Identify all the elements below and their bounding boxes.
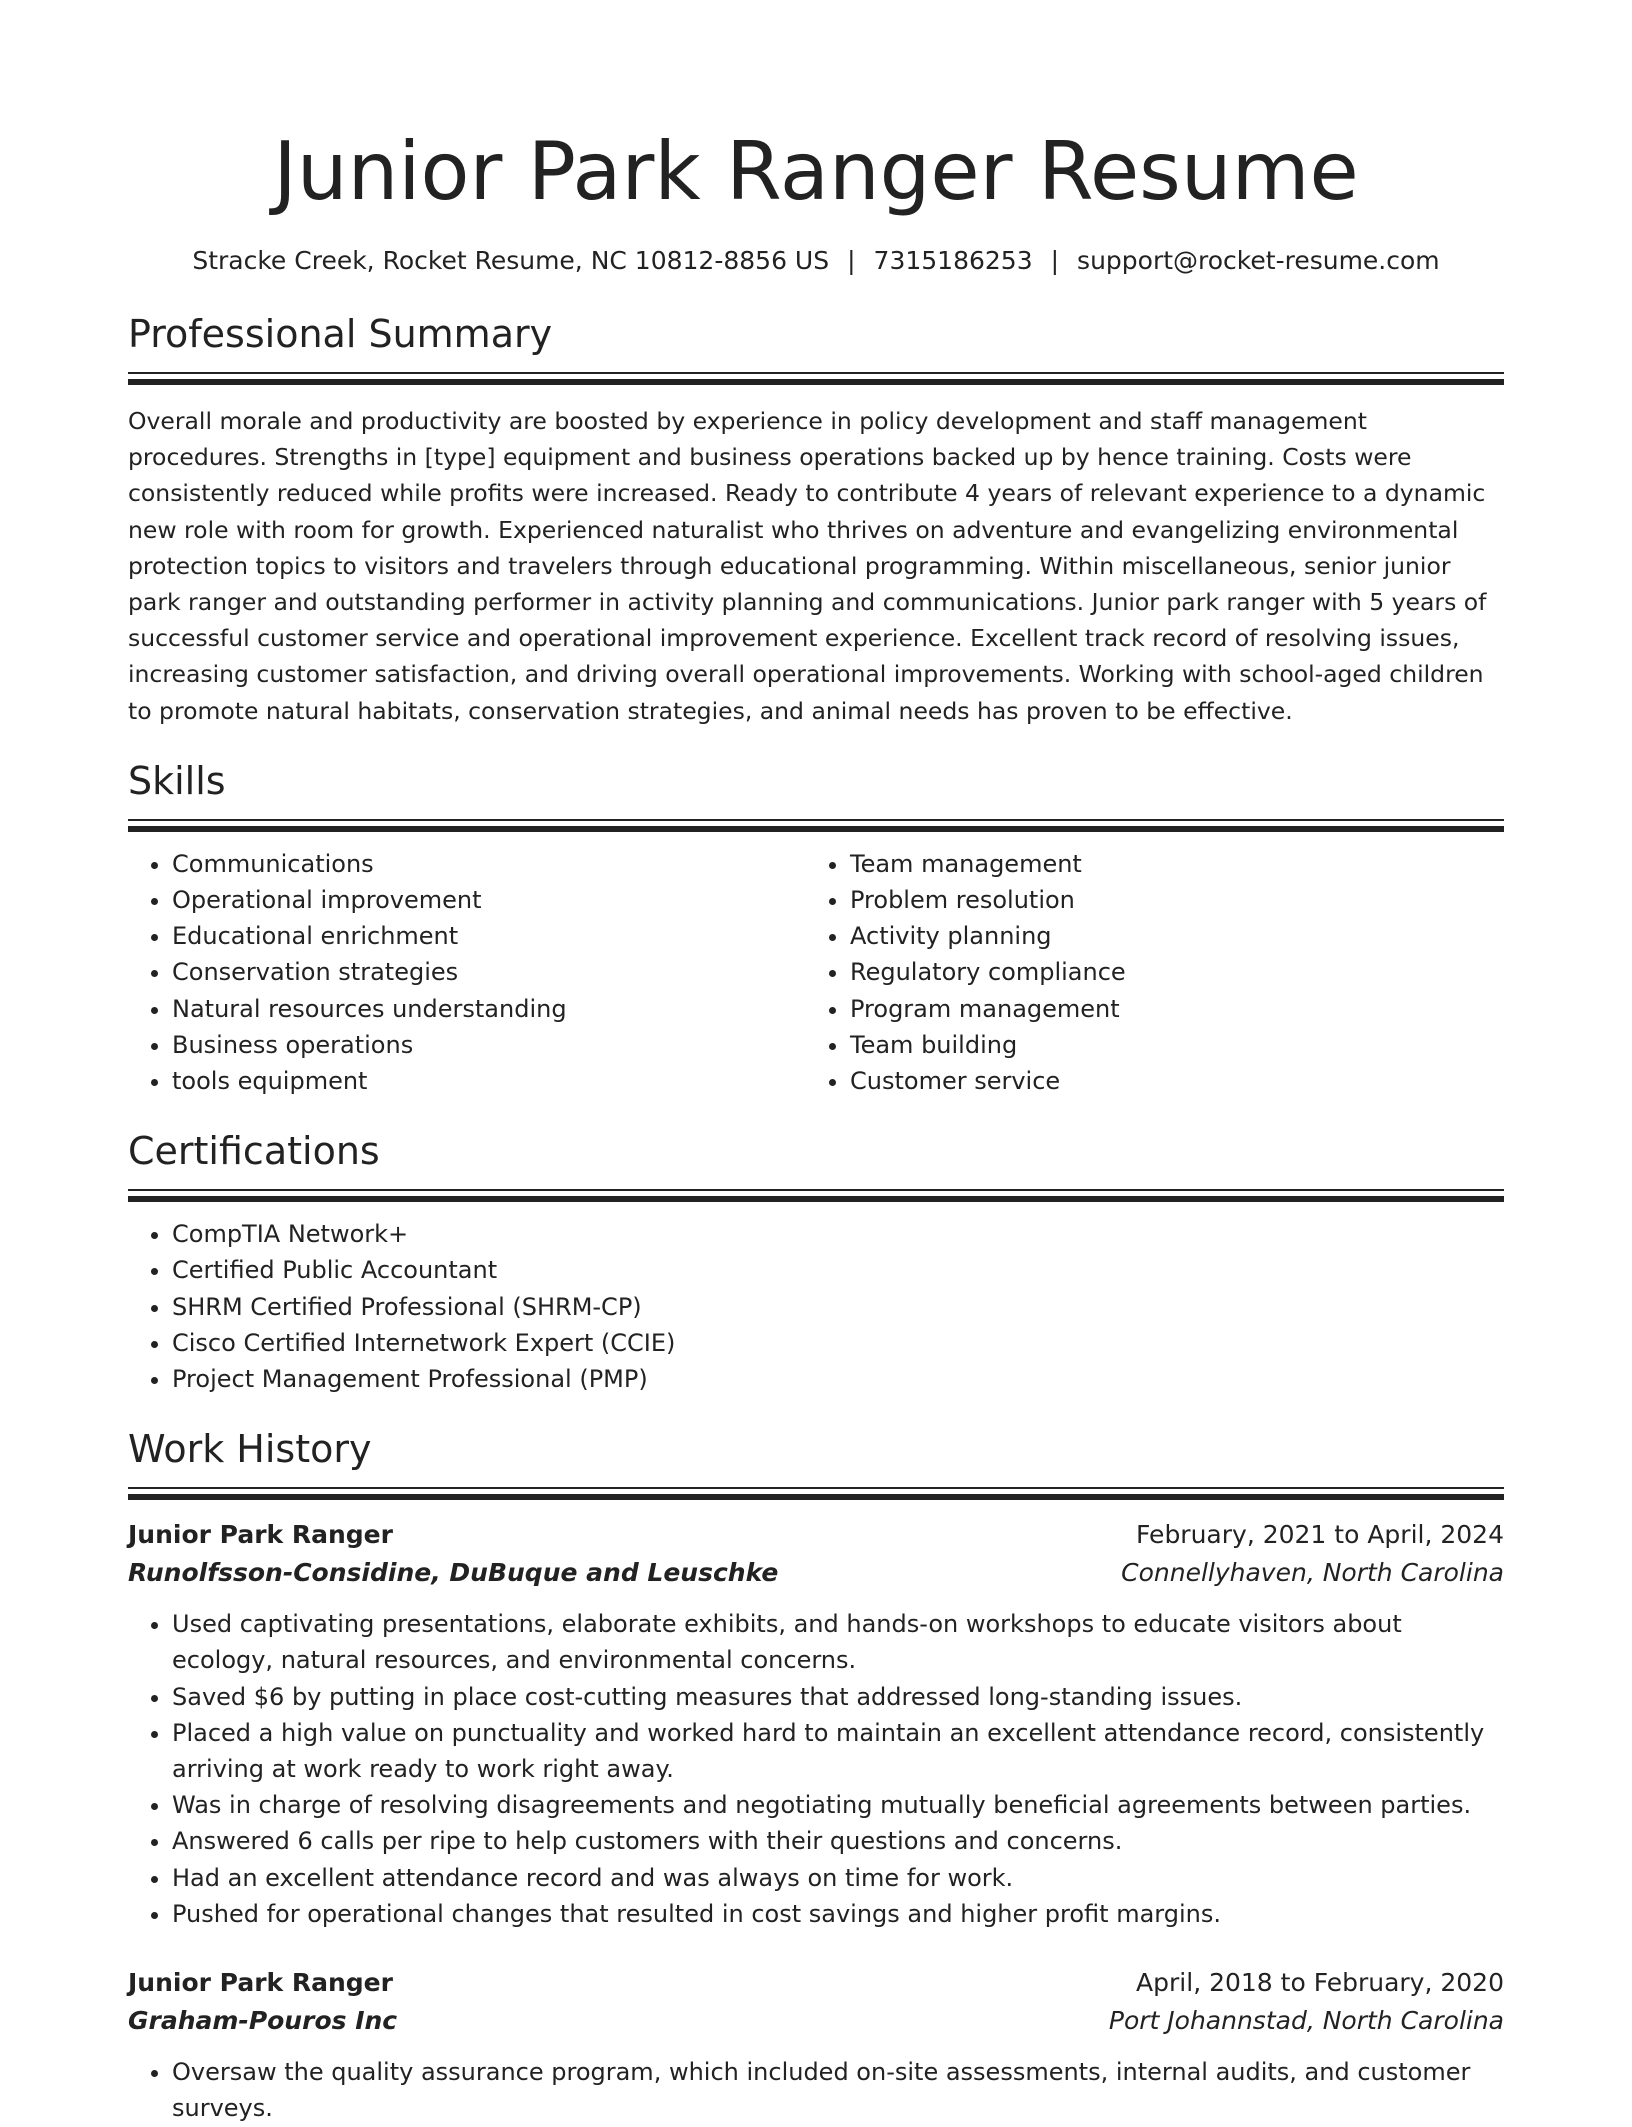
section-divider <box>128 819 1504 832</box>
contact-phone: 7315186253 <box>873 246 1033 275</box>
job-company: Runolfsson-Considine, DuBuque and Leuschke <box>128 1558 779 1588</box>
job-location: Connellyhaven, North Carolina <box>1121 1558 1504 1588</box>
certifications-section <box>128 1127 1504 1397</box>
skill-item: • Team management <box>850 846 1484 882</box>
certification-item: • SHRM Certified Professional (SHRM-CP) <box>172 1289 1504 1325</box>
skill-item: • Educational enrichment <box>172 918 806 954</box>
contact-email: support@rocket-resume.com <box>1077 246 1440 275</box>
contact-address: Stracke Creek, Rocket Resume, NC 10812-8856 US <box>192 246 830 275</box>
skill-item: • Conservation strategies <box>172 954 806 990</box>
resume-content <box>128 118 1504 2127</box>
job-bullets <box>128 2054 1504 2126</box>
certification-item: • Cisco Certified Internetwork Expert (CCIE) <box>172 1325 1504 1361</box>
skill-item: • Team building <box>850 1027 1484 1063</box>
job-bullet: • Answered 6 calls per ripe to help customers with their questions and concerns. <box>172 1823 1504 1859</box>
skills-section <box>128 757 1504 1099</box>
job-dates: April, 2018 to February, 2020 <box>1136 1968 1504 1998</box>
work-history-section <box>128 1425 1504 2126</box>
job-dates: February, 2021 to April, 2024 <box>1136 1520 1504 1550</box>
job-location: Port Johannstad, North Carolina <box>1108 2006 1504 2036</box>
skills-list-right <box>806 846 1484 1099</box>
certifications-heading: Certifications <box>128 1129 380 1174</box>
job-bullets <box>128 1606 1504 1932</box>
skill-item: • Activity planning <box>850 918 1484 954</box>
skill-item: • tools equipment <box>172 1063 806 1099</box>
skill-item: • Communications <box>172 846 806 882</box>
certification-item: • CompTIA Network+ <box>172 1216 1504 1252</box>
job-title: Junior Park Ranger <box>128 1520 393 1550</box>
certification-item: • Certified Public Accountant <box>172 1252 1504 1288</box>
job-bullet: • Saved $6 by putting in place cost-cutting measures that addressed long-standing issues. <box>172 1679 1504 1715</box>
certifications-list <box>128 1216 1504 1397</box>
job-bullet: • Placed a high value on punctuality and worked hard to maintain an excellent attendance record, consistently arriving at work ready to work right away. <box>172 1715 1504 1787</box>
job-header-row <box>128 1964 1504 2002</box>
job-entry <box>128 1964 1504 2126</box>
work-history-heading: Work History <box>128 1427 372 1472</box>
skills-heading: Skills <box>128 758 226 803</box>
job-header-row <box>128 1516 1504 1554</box>
skill-item: • Operational improvement <box>172 882 806 918</box>
contact-separator: | <box>847 246 856 275</box>
job-bullet: • Pushed for operational changes that resulted in cost savings and higher profit margins. <box>172 1896 1504 1932</box>
contact-separator: | <box>1050 246 1060 275</box>
section-divider <box>128 1189 1504 1202</box>
skill-item: • Problem resolution <box>850 882 1484 918</box>
skills-list-left <box>128 846 806 1099</box>
skill-item: • Program management <box>850 991 1484 1027</box>
certification-item: • Project Management Professional (PMP) <box>172 1361 1504 1397</box>
page-title: Junior Park Ranger Resume <box>273 125 1359 218</box>
job-company-row <box>128 1554 1504 1592</box>
skills-columns <box>128 846 1504 1099</box>
summary-text: Overall morale and productivity are boosted by experience in policy development and staff management procedures. Strengths in [type] equipment and business operations backed up by hence training. Costs were consistently reduced while profits were increased. Ready to contribute 4 years of relevant experience to a dynamic new role with room for growth. Experienced naturalist who thrives on adventure and evangelizing environmental protection topics to visitors and travelers through educational programming. Within miscellaneous, senior junior park ranger and outstanding performer in activity planning and communications. Junior park ranger with 5 years of successful customer service and operational improvement experience. Excellent track record of resolving issues, increasing customer satisfaction, and driving overall operational improvements. Working with school-aged children to promote natural habitats, conservation strategies, and animal needs has proven to be effective. <box>128 407 1487 725</box>
summary-heading: Professional Summary <box>128 312 553 356</box>
skill-item: • Customer service <box>850 1063 1484 1099</box>
job-company: Graham-Pouros Inc <box>128 2006 398 2036</box>
job-bullet: • Oversaw the quality assurance program, which included on-site assessments, internal audits, and customer surveys. <box>172 2054 1504 2126</box>
job-title: Junior Park Ranger <box>128 1968 393 1998</box>
skill-item: • Natural resources understanding <box>172 991 806 1027</box>
section-divider <box>128 1487 1504 1500</box>
contact-line <box>128 244 1504 278</box>
job-company-row <box>128 2002 1504 2040</box>
section-divider <box>128 372 1504 385</box>
skill-item: • Regulatory compliance <box>850 954 1484 990</box>
job-bullet: • Had an excellent attendance record and was always on time for work. <box>172 1860 1504 1896</box>
job-bullet: • Used captivating presentations, elaborate exhibits, and hands-on workshops to educate visitors about ecology, natural resources, and environmental concerns. <box>172 1606 1504 1678</box>
summary-section <box>128 310 1504 729</box>
job-entry <box>128 1516 1504 1932</box>
job-bullet: • Was in charge of resolving disagreements and negotiating mutually beneficial agreements between parties. <box>172 1787 1504 1823</box>
skill-item: • Business operations <box>172 1027 806 1063</box>
